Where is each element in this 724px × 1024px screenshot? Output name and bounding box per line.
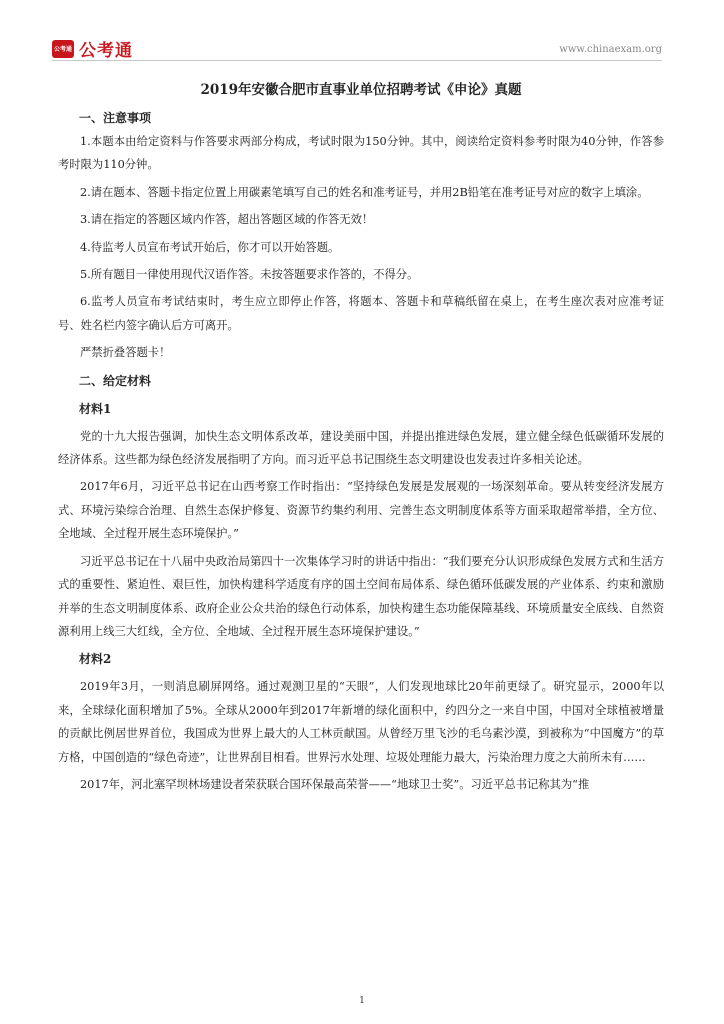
note-item: 1.本题本由给定资料与作答要求两部分构成，考试时限为150分钟。其中，阅读给定资料参考时限为40分钟，作答参考时限为110分钟。 [58, 135, 664, 172]
note-item: 4.待监考人员宣布考试开始后，你才可以开始答题。 [80, 240, 340, 254]
note-item: 5.所有题目一律使用现代汉语作答。未按答题要求作答的，不得分。 [80, 268, 419, 282]
section-heading-notes: 一、注意事项 [79, 111, 152, 125]
site-url[interactable]: www.chinaexam.org [559, 44, 662, 55]
page-number: 1 [359, 996, 365, 1006]
material-paragraph: 2017年，河北塞罕坝林场建设者荣获联合国环保最高荣誉——“地球卫士奖”。习近平总书记称其为“推 [80, 777, 590, 791]
material-label: 材料2 [79, 652, 112, 667]
material-label: 材料1 [79, 401, 112, 416]
document-title: 2019年安徽合肥市直事业单位招聘考试《申论》真题 [200, 82, 522, 98]
note-item: 6.监考人员宣布考试结束时，考生应立即停止作答，将题本、答题卡和草稿纸留在桌上，在考生座次表对应准考证号、姓名栏内签字确认后方可离开。 [58, 295, 664, 332]
logo-badge-icon: 公考通 [52, 40, 74, 58]
material-paragraph: 习近平总书记在十八届中央政治局第四十一次集体学习时的讲话中指出：“我们要充分认识形成绿色发展方式和生活方式的重要性、紧迫性、艰巨性，加快构建科学适度有序的国土空间布局体系、绿色循环低碳发展的产业体系、约束和激励并举的生态文明制度体系、政府企业公众共治的绿色行动体系，加快构建生态功能保障基线、环境质量安全底线、自然资源利用上线三大红线，全方位、全地域、全过程开展生态环境保护建设。” [58, 554, 664, 638]
material-paragraph: 2019年3月，一则消息刷屏网络。通过观测卫星的“天眼”，人们发现地球比20年前更绿了。研究显示，2000年以来，全球绿化面积增加了5%。全球从2000年到2017年新增的绿化面积中，约四分之一来自中国，中国对全球植被增量的贡献比例居世界首位，我国成为世界上最大的人工林贡献国。从曾经万里飞沙的毛乌素沙漠，到被称为“中国魔方”的草方格，中国创造的“绿色奇迹”，让世界刮目相看。世界污水处理、垃圾处理能力最大，污染治理力度之大前所未有…… [58, 680, 664, 764]
material-paragraph: 2017年6月，习近平总书记在山西考察工作时指出：“坚持绿色发展是发展观的一场深刻革命。要从转变经济发展方式、环境污染综合治理、自然生态保护修复、资源节约集约利用、完善生态文明制度体系等方面采取超常举措，全方位、全地域、全过程开展生态环境保护。” [58, 480, 664, 541]
logo[interactable] [52, 36, 133, 61]
note-item: 严禁折叠答题卡！ [80, 346, 171, 360]
note-item: 3.请在指定的答题区域内作答，超出答题区域的作答无效！ [80, 213, 374, 227]
section-heading-materials: 二、给定材料 [79, 373, 152, 388]
note-item: 2.请在题本、答题卡指定位置上用碳素笔填写自己的姓名和准考证号，并用2B铅笔在准考证号对应的数字上填涂。 [80, 185, 649, 199]
logo-text: 公考通 [79, 41, 133, 61]
page-header [52, 30, 662, 61]
material-paragraph: 党的十九大报告强调，加快生态文明体系改革，建设美丽中国，并提出推进绿色发展，建立健全绿色低碳循环发展的经济体系。这些都为绿色经济发展指明了方向。而习近平总书记围绕生态文明建设也发表过许多相关论述。 [58, 429, 664, 467]
document-body [58, 70, 664, 796]
